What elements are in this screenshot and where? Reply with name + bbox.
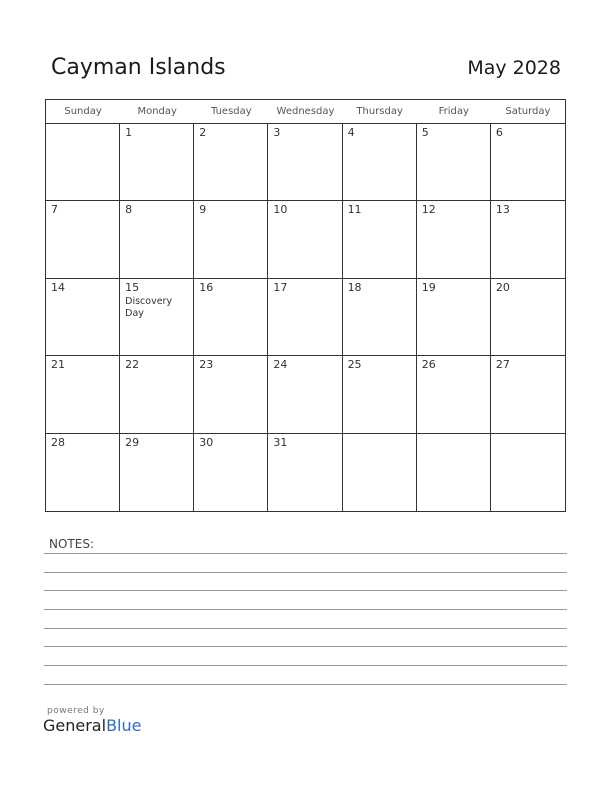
day-cell	[491, 279, 565, 356]
day-cell	[417, 279, 491, 356]
day-cell	[46, 434, 120, 511]
day-cell	[268, 434, 342, 511]
day-cell	[194, 356, 268, 433]
day-of-week-header: Wednesday	[268, 100, 342, 124]
empty-day-cell	[343, 434, 417, 511]
calendar-grid	[45, 99, 566, 512]
notes-label: NOTES:	[49, 537, 94, 551]
day-number: 27	[495, 358, 510, 372]
day-number: 7	[51, 203, 58, 217]
day-cell	[194, 124, 268, 201]
day-number: 4	[347, 126, 355, 139]
day-cell	[46, 356, 120, 433]
notes-line	[44, 665, 567, 666]
day-number: 16	[199, 280, 214, 294]
day-cell	[120, 201, 194, 278]
day-cell	[343, 201, 417, 278]
day-number: 1	[125, 126, 133, 139]
day-number: 25	[347, 358, 362, 372]
day-of-week-header: Saturday	[491, 100, 565, 124]
day-cell	[491, 201, 565, 278]
day-number: 12	[421, 203, 436, 217]
day-number: 30	[199, 435, 214, 449]
day-number: 10	[273, 203, 288, 217]
notes-line	[44, 684, 567, 685]
brand-general: General	[43, 716, 107, 735]
notes-line	[44, 553, 567, 554]
day-cell	[194, 434, 268, 511]
day-number: 14	[51, 280, 65, 294]
day-number: 24	[273, 358, 288, 372]
generalblue-logo[interactable]	[43, 716, 141, 735]
day-number: 11	[347, 203, 362, 217]
day-cell	[491, 124, 565, 201]
day-number: 17	[273, 280, 288, 294]
day-number: 6	[495, 126, 503, 139]
day-cell	[268, 356, 342, 433]
day-cell	[46, 279, 120, 356]
day-cell	[120, 124, 194, 201]
day-cell	[46, 201, 120, 278]
day-of-week-header: Thursday	[343, 100, 417, 124]
day-number: 31	[273, 435, 288, 449]
day-cell	[343, 356, 417, 433]
day-cell	[343, 279, 417, 356]
day-cell	[417, 124, 491, 201]
notes-line	[44, 572, 567, 573]
day-of-week-header: Sunday	[46, 100, 120, 124]
brand-blue: Blue	[106, 716, 142, 735]
day-number: 21	[51, 358, 65, 372]
day-number: 8	[125, 203, 133, 217]
day-of-week-header: Tuesday	[194, 100, 268, 124]
day-number: 20	[495, 280, 510, 294]
day-cell	[343, 124, 417, 201]
notes-line	[44, 609, 567, 610]
day-cell	[417, 201, 491, 278]
day-cell	[491, 356, 565, 433]
day-cell	[120, 434, 194, 511]
day-cell	[268, 201, 342, 278]
day-number: 15	[125, 280, 140, 294]
notes-line	[44, 628, 567, 629]
day-number: 5	[421, 126, 429, 139]
day-number: 29	[125, 435, 140, 449]
day-cell	[268, 279, 342, 356]
day-cell	[120, 279, 194, 356]
powered-by-text: powered by	[47, 706, 105, 716]
day-cell	[120, 356, 194, 433]
day-number: 18	[347, 280, 362, 294]
calendar-month: May 2028	[467, 57, 561, 79]
day-cell	[194, 201, 268, 278]
day-number: 13	[495, 203, 510, 217]
empty-day-cell	[491, 434, 565, 511]
day-cell	[194, 279, 268, 356]
day-of-week-header: Friday	[417, 100, 491, 124]
empty-day-cell	[46, 124, 120, 201]
day-number: 19	[421, 280, 436, 294]
day-cell	[417, 356, 491, 433]
day-number: 22	[125, 358, 140, 372]
empty-day-cell	[417, 434, 491, 511]
day-number: 9	[199, 203, 207, 217]
calendar-title: Cayman Islands	[51, 55, 226, 80]
day-number: 2	[199, 126, 207, 139]
day-cell	[268, 124, 342, 201]
holiday-label: Discovery Day	[125, 295, 173, 319]
day-number: 23	[199, 358, 214, 372]
day-of-week-header: Monday	[120, 100, 194, 124]
notes-line	[44, 646, 567, 647]
notes-line	[44, 590, 567, 591]
day-number: 26	[421, 358, 436, 372]
day-number: 3	[273, 126, 281, 139]
day-number: 28	[51, 435, 65, 449]
